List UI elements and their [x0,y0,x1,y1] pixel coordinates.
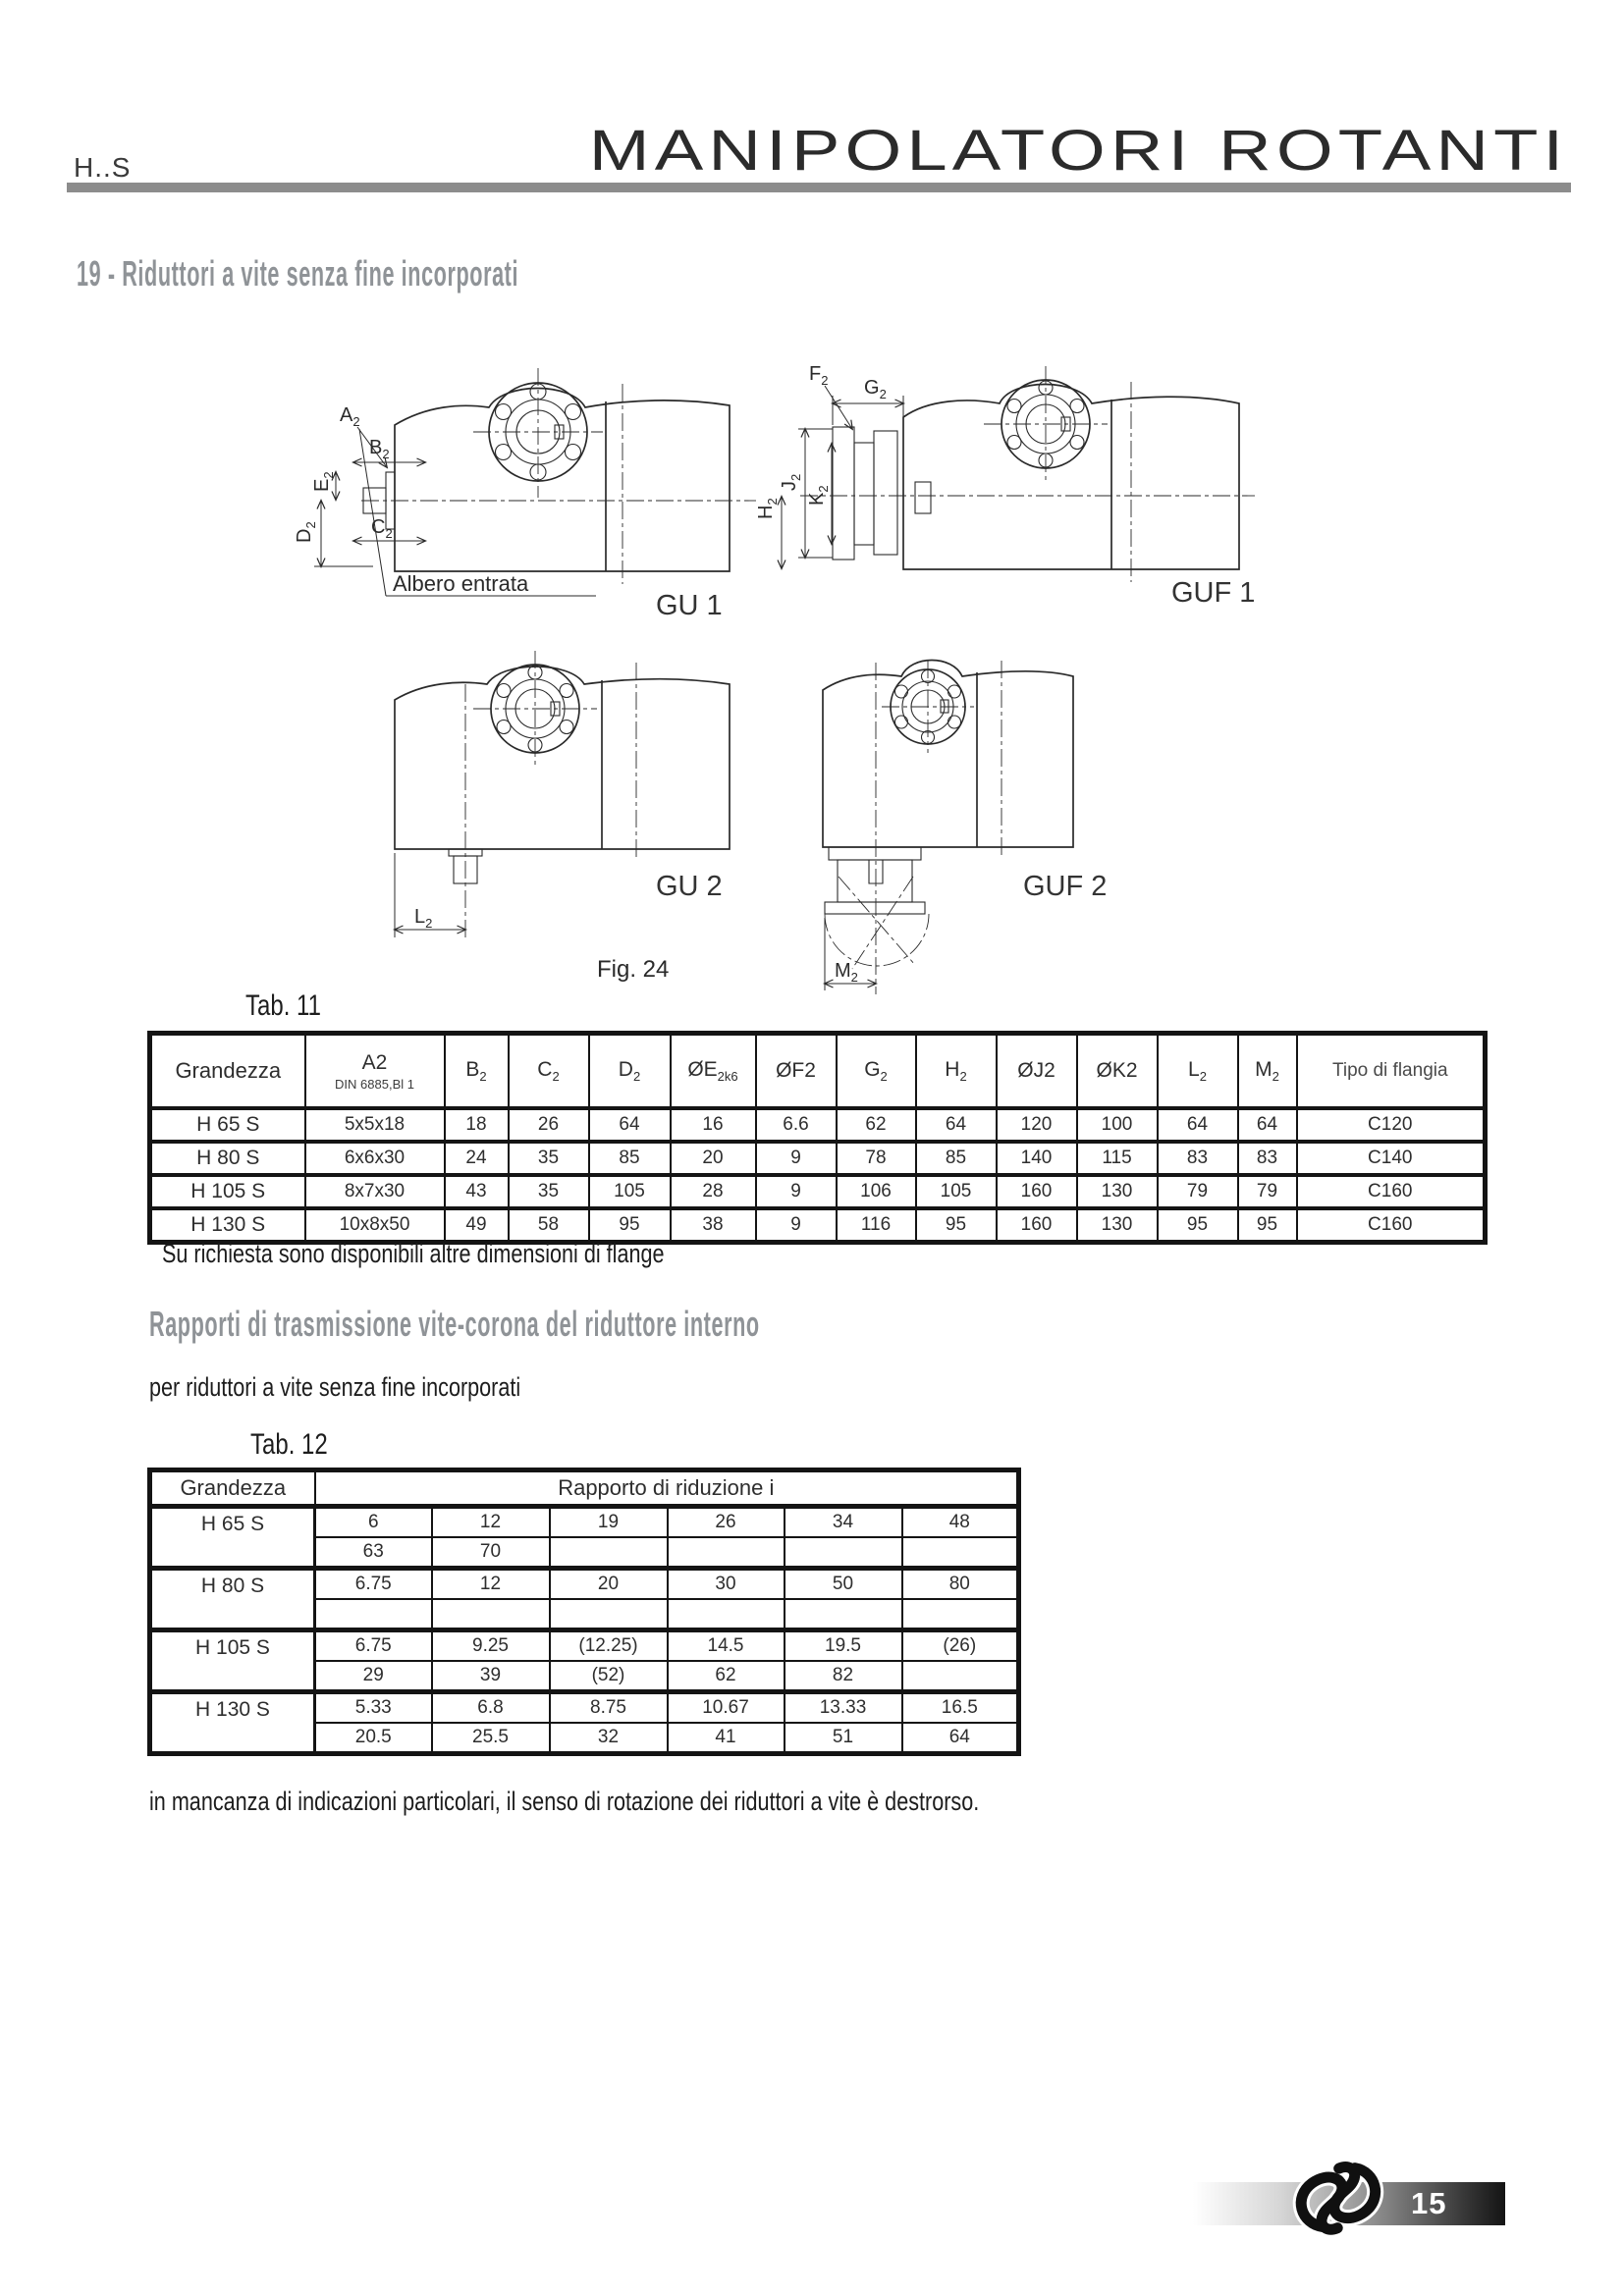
tab11-footnote: Su richiesta sono disponibili altre dimensioni di flange [162,1239,665,1268]
tab11-cell: 9 [756,1142,837,1175]
tab11-row [150,1142,1486,1175]
tab11-cell: H 105 S [150,1175,305,1208]
tab12-ratio-cell: 39 [432,1661,550,1692]
drawing-gu2 [395,651,730,939]
tab11-cell: 28 [671,1175,756,1208]
tab11-cell: 9 [756,1208,837,1243]
tab12-ratio-cell: 50 [785,1569,902,1600]
tab11-cell: 9 [756,1175,837,1208]
tab12-ratio-header: Rapporto di riduzione i [315,1470,1019,1507]
brand-logo-icon [1288,2158,1396,2238]
tab11-cell: 85 [916,1142,997,1175]
tab11-cell: H 130 S [150,1208,305,1243]
gu1-dim-a2: $A_2$ [340,404,360,429]
tab11-cell: 95 [916,1208,997,1243]
tab11-cell: 83 [1158,1142,1238,1175]
tab11-cell: C120 [1297,1108,1486,1142]
tab11-cell: C160 [1297,1208,1486,1243]
tab12-ratio-cell: 20 [550,1569,668,1600]
tab12-ratio-cell: 14.5 [668,1630,785,1662]
tab11-cell: 6x6x30 [305,1142,445,1175]
page-number: 15 [1411,2186,1447,2220]
tab11-cell: 62 [837,1108,916,1142]
tab11-cell: 16 [671,1108,756,1142]
gu1-dim-e2: $E_2$ [311,471,336,492]
tab11-cell: 106 [837,1175,916,1208]
tab12-ratio-cell: 12 [432,1569,550,1600]
tab11-col-header: $M_2$ [1238,1034,1297,1109]
tab12-group-row [150,1692,1019,1724]
guf1-dim-k2: $K_2$ [806,485,831,506]
tab11-cell: 10x8x50 [305,1208,445,1243]
tab11-cell: 85 [589,1142,671,1175]
tab12-ratio-cell: 64 [902,1723,1019,1754]
tab11-cell: 95 [1238,1208,1297,1243]
gu1-caption: GU 1 [656,590,723,621]
tab12-ratio-cell: 30 [668,1569,785,1600]
tab12-ratio-cell: 34 [785,1507,902,1538]
tab12-ratio-cell: 19.5 [785,1630,902,1662]
tab11-cell: 79 [1158,1175,1238,1208]
tab12-group-row [150,1507,1019,1538]
tab11-row [150,1175,1486,1208]
gu2-dim-l2: $L_2$ [414,906,433,931]
tab11-cell: 20 [671,1142,756,1175]
tab12-ratio-cell [902,1599,1019,1630]
gu1-dim-d2: $D_2$ [294,521,318,543]
tab11-col-header: Grandezza [150,1034,305,1109]
tab12-ratio-cell: 41 [668,1723,785,1754]
tab11-cell: 130 [1077,1208,1158,1243]
tab11-col-header: ØK2 [1077,1034,1158,1109]
tab11-table [147,1031,1488,1245]
tab11-row [150,1208,1486,1243]
tab12-header-row [150,1470,1019,1507]
tab12-ratio-cell: 6 [315,1507,432,1538]
tab11-cell: H 65 S [150,1108,305,1142]
tab12-ratio-cell: 70 [432,1537,550,1569]
guf1-dim-h2: $H_2$ [755,498,780,519]
tab12-ratio-cell: 25.5 [432,1723,550,1754]
tab12-ratio-cell: (26) [902,1630,1019,1662]
tab11-cell: 49 [445,1208,509,1243]
tab11-row [150,1108,1486,1142]
tab11-cell: 95 [1158,1208,1238,1243]
tab12-ratio-cell: 6.75 [315,1630,432,1662]
tab12-ratio-cell [315,1599,432,1630]
drawing-gu1 [294,368,756,621]
tab11-cell: 105 [589,1175,671,1208]
tab11-cell: 64 [1158,1108,1238,1142]
tab12-ratio-cell [668,1537,785,1569]
tab12-ratio-cell: 20.5 [315,1723,432,1754]
tab11-label: Tab. 11 [245,989,321,1022]
header-rule [67,183,1571,192]
tab12-ratio-cell: 6.8 [432,1692,550,1724]
gu1-shaft-note: Albero entrata [393,571,529,596]
tab11-col-header: $D_2$ [589,1034,671,1109]
tab12-grandezza-cell: H 80 S [150,1569,315,1630]
tab11-cell: 116 [837,1208,916,1243]
drawing-guf2 [823,661,1107,995]
tab11-cell: 24 [445,1142,509,1175]
tab12-ratio-cell: 8.75 [550,1692,668,1724]
tab11-cell: 95 [589,1208,671,1243]
tab12-ratio-cell: 82 [785,1661,902,1692]
tab11-cell: C140 [1297,1142,1486,1175]
tab12-group-row [150,1569,1019,1600]
tab11-cell: 5x5x18 [305,1108,445,1142]
tab11-cell: 18 [445,1108,509,1142]
section-title: 19 - Riduttori a vite senza fine incorporati [77,253,519,294]
tab11-cell: 64 [916,1108,997,1142]
tab11-col-header: $C_2$ [509,1034,589,1109]
tab12-ratio-cell: 5.33 [315,1692,432,1724]
tab12-ratio-cell: 51 [785,1723,902,1754]
tab12-ratio-cell [785,1537,902,1569]
tab12-ratio-cell: 48 [902,1507,1019,1538]
tab11-cell: H 80 S [150,1142,305,1175]
tab12-ratio-cell [550,1599,668,1630]
tab12-ratio-cell: 16.5 [902,1692,1019,1724]
tab11-cell: 43 [445,1175,509,1208]
gu2-caption: GU 2 [656,871,723,902]
rotation-note: in mancanza di indicazioni particolari, il senso di rotazione dei riduttori a vite è destrorso. [149,1787,980,1816]
tab11-cell: 83 [1238,1142,1297,1175]
tab11-header-row [150,1034,1486,1109]
tab12-ratio-cell [902,1537,1019,1569]
tab12-label: Tab. 12 [250,1428,328,1461]
tab11-cell: 8x7x30 [305,1175,445,1208]
tab12-ratio-cell: 80 [902,1569,1019,1600]
tab12-ratio-cell: 12 [432,1507,550,1538]
tab11-cell: 35 [509,1175,589,1208]
tab12-ratio-cell [668,1599,785,1630]
tab11-col-header: $ØE_{2k6}$ [671,1034,756,1109]
guf1-dim-j2: $J_2$ [779,473,803,491]
tab11-cell: 6.6 [756,1108,837,1142]
tab11-cell: 64 [589,1108,671,1142]
tab12-grandezza-cell: H 130 S [150,1692,315,1754]
tab11-col-header: ØF2 [756,1034,837,1109]
tab12-ratio-cell [785,1599,902,1630]
tab12-ratio-cell: 26 [668,1507,785,1538]
tab11-cell: 100 [1077,1108,1158,1142]
tab11-cell: 115 [1077,1142,1158,1175]
tab12-ratio-cell [432,1599,550,1630]
tab11-cell: 105 [916,1175,997,1208]
tab12-ratio-cell: (52) [550,1661,668,1692]
tab12-ratio-cell: 32 [550,1723,668,1754]
tab12-table [147,1468,1021,1756]
tab11-cell: 26 [509,1108,589,1142]
drawing-guf1 [755,363,1255,609]
figure-caption: Fig. 24 [597,956,670,983]
tab12-ratio-cell: 13.33 [785,1692,902,1724]
guf2-flange-collar [829,847,921,860]
tab11-cell: 160 [997,1208,1077,1243]
guf1-caption: GUF 1 [1171,577,1256,609]
tab11-cell: 78 [837,1142,916,1175]
guf1-dim-g2: $G_2$ [864,377,887,401]
figure-24-drawings [226,339,1394,998]
guf2-dim-m2: $M_2$ [835,960,858,985]
guf1-flange-plate [833,427,854,560]
tab11-col-header: A2 DIN 6885,Bl 1 [305,1034,445,1109]
tab11-cell: 35 [509,1142,589,1175]
guf1-dim-f2: $F_2$ [809,363,829,388]
tab12-ratio-cell: 19 [550,1507,668,1538]
tab12-ratio-cell [550,1537,668,1569]
tab12-ratio-cell: 10.67 [668,1692,785,1724]
tab11-cell: 160 [997,1175,1077,1208]
tab12-group-row [150,1630,1019,1662]
tab11-cell: 130 [1077,1175,1158,1208]
tab11-col-header: Tipo di flangia [1297,1034,1486,1109]
tab11-cell: 64 [1238,1108,1297,1142]
tab12-ratio-cell: 62 [668,1661,785,1692]
gu1-dim-c2: $C_2$ [371,516,393,541]
section2-title: Rapporti di trasmissione vite-corona del riduttore interno [149,1304,760,1344]
guf2-caption: GUF 2 [1023,871,1108,902]
tab11-cell: 140 [997,1142,1077,1175]
guf2-bottom-flange [825,902,925,914]
tab12-ratio-cell: 29 [315,1661,432,1692]
tab11-col-header: $B_2$ [445,1034,509,1109]
tab11-cell: 79 [1238,1175,1297,1208]
tab12-grandezza-cell: H 65 S [150,1507,315,1569]
tab12-ratio-cell: 9.25 [432,1630,550,1662]
tab12-grandezza-header: Grandezza [150,1470,315,1507]
tab12-grandezza-cell: H 105 S [150,1630,315,1692]
page-title: MANIPOLATORI ROTANTI [588,119,1568,183]
tab11-col-header: ØJ2 [997,1034,1077,1109]
tab11-col-header: $L_2$ [1158,1034,1238,1109]
tab11-cell: C160 [1297,1175,1486,1208]
tab12-ratio-cell: 6.75 [315,1569,432,1600]
tab11-cell: 120 [997,1108,1077,1142]
tab12-ratio-cell: (12.25) [550,1630,668,1662]
tab12-ratio-cell [902,1661,1019,1692]
tab12-ratio-cell: 63 [315,1537,432,1569]
tab11-cell: 58 [509,1208,589,1243]
tab11-col-header: $H_2$ [916,1034,997,1109]
tab11-cell: 38 [671,1208,756,1243]
section2-subtitle: per riduttori a vite senza fine incorporati [149,1372,521,1402]
tab11-col-header: $G_2$ [837,1034,916,1109]
gu1-dim-b2: $B_2$ [369,437,390,461]
header-model-code: H..S [74,152,132,183]
